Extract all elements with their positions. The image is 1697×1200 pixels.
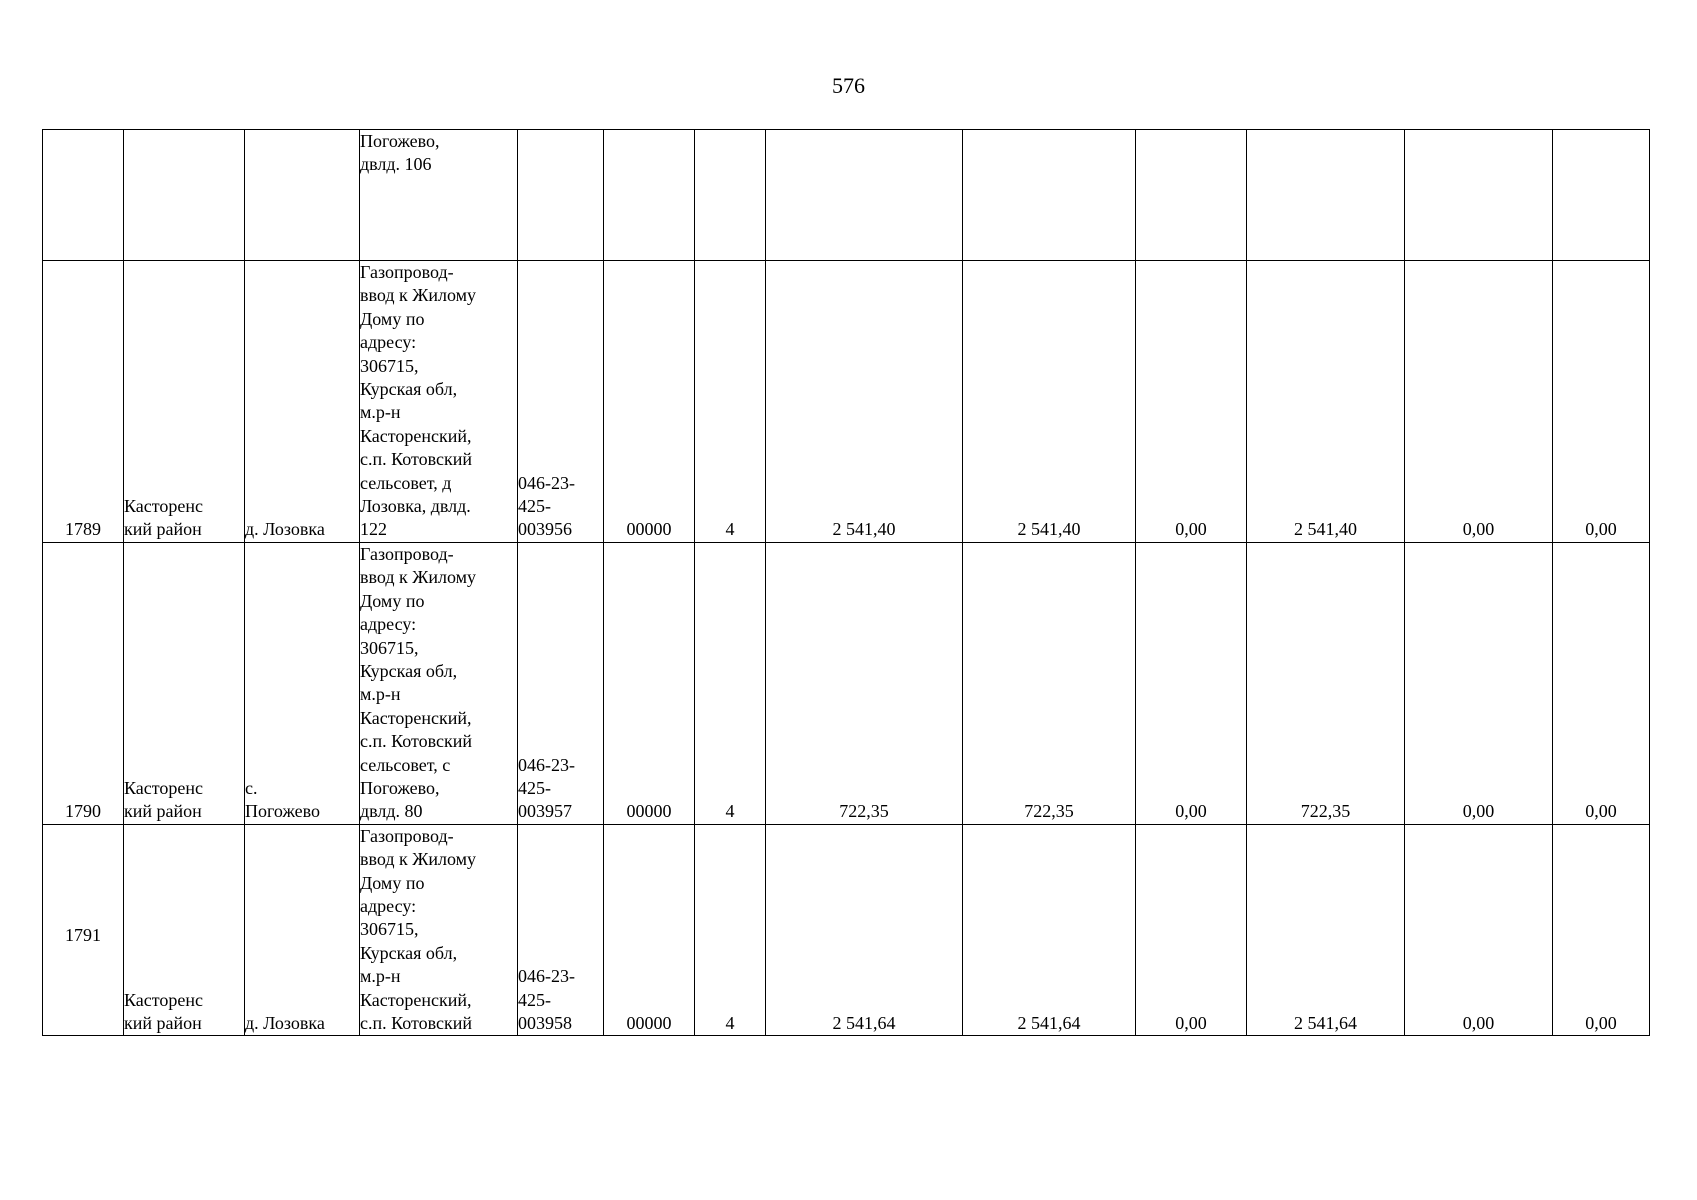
- cell-locality: д. Лозовка: [245, 261, 360, 543]
- cell-group: 4: [695, 261, 766, 543]
- cell-value-1: [766, 130, 963, 261]
- table-row: [43, 824, 1650, 1036]
- cell-locality: д. Лозовка: [245, 824, 360, 1036]
- cell-code: [604, 130, 695, 261]
- cell-value-5: 0,00: [1405, 261, 1553, 543]
- cell-value-3: [1136, 130, 1247, 261]
- cell-value-2: 722,35: [963, 542, 1136, 824]
- cell-description: Газопровод- ввод к Жилому Дому по адресу: 306715, Курская обл, м.р-н Касторенский, с.п. Котовский сельсовет, с Погожево, двлд. 80: [360, 542, 518, 824]
- cell-value-3: 0,00: [1136, 542, 1247, 824]
- cell-index: 1791: [43, 824, 124, 1036]
- cell-group: 4: [695, 542, 766, 824]
- cell-value-4: 722,35: [1247, 542, 1405, 824]
- cell-value-2: [963, 130, 1136, 261]
- cell-group: [695, 130, 766, 261]
- cell-value-2: 2 541,64: [963, 824, 1136, 1036]
- cell-value-6: 0,00: [1553, 261, 1650, 543]
- cell-index: 1789: [43, 261, 124, 543]
- cell-reg-no: 046-23- 425- 003958: [518, 824, 604, 1036]
- cell-value-6: 0,00: [1553, 824, 1650, 1036]
- cell-value-5: [1405, 130, 1553, 261]
- cell-code: 00000: [604, 261, 695, 543]
- page-number: 576: [832, 73, 865, 98]
- cell-value-5: 0,00: [1405, 542, 1553, 824]
- cell-value-6: [1553, 130, 1650, 261]
- cell-value-2: 2 541,40: [963, 261, 1136, 543]
- registry-table: [42, 129, 1650, 1036]
- cell-code: 00000: [604, 542, 695, 824]
- cell-value-6: 0,00: [1553, 542, 1650, 824]
- cell-index: 1790: [43, 542, 124, 824]
- cell-reg-no: 046-23- 425- 003957: [518, 542, 604, 824]
- cell-reg-no: 046-23- 425- 003956: [518, 261, 604, 543]
- cell-group: 4: [695, 824, 766, 1036]
- cell-description: Газопровод- ввод к Жилому Дому по адресу: 306715, Курская обл, м.р-н Касторенский, с.п. Котовский: [360, 824, 518, 1036]
- cell-value-1: 722,35: [766, 542, 963, 824]
- cell-locality: [245, 130, 360, 261]
- cell-reg-no: [518, 130, 604, 261]
- table-row: [43, 261, 1650, 543]
- cell-district: [124, 130, 245, 261]
- table-row: [43, 542, 1650, 824]
- cell-value-3: 0,00: [1136, 824, 1247, 1036]
- cell-code: 00000: [604, 824, 695, 1036]
- cell-index: [43, 130, 124, 261]
- cell-district: Касторенс кий район: [124, 261, 245, 543]
- cell-value-4: 2 541,40: [1247, 261, 1405, 543]
- cell-value-3: 0,00: [1136, 261, 1247, 543]
- cell-district: Касторенс кий район: [124, 542, 245, 824]
- cell-locality: с. Погожево: [245, 542, 360, 824]
- cell-description: Погожево, двлд. 106: [360, 130, 518, 261]
- cell-value-1: 2 541,64: [766, 824, 963, 1036]
- cell-value-4: 2 541,64: [1247, 824, 1405, 1036]
- cell-value-4: [1247, 130, 1405, 261]
- cell-value-1: 2 541,40: [766, 261, 963, 543]
- cell-district: Касторенс кий район: [124, 824, 245, 1036]
- table-row-continuation: [43, 130, 1650, 261]
- cell-description: Газопровод- ввод к Жилому Дому по адресу: 306715, Курская обл, м.р-н Касторенский, с.п. Котовский сельсовет, д Лозовка, двлд. 122: [360, 261, 518, 543]
- cell-value-5: 0,00: [1405, 824, 1553, 1036]
